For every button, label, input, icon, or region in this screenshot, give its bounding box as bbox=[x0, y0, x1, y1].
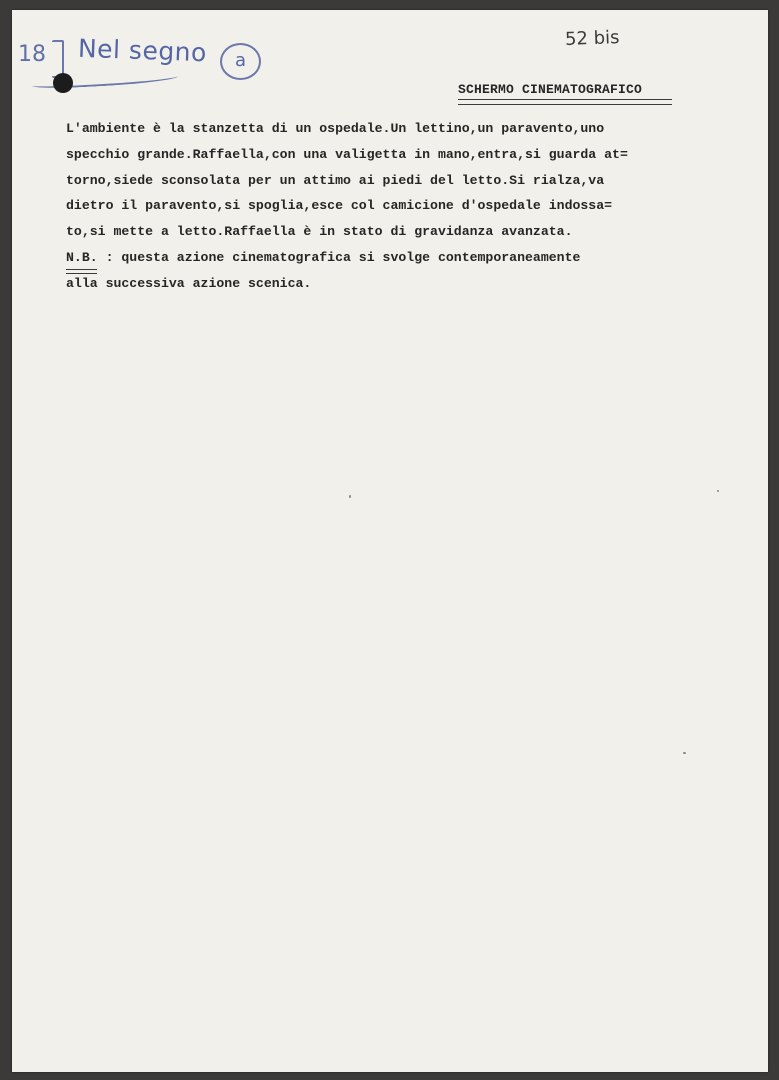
scan-speck bbox=[683, 752, 686, 754]
text-line: to,si mette a letto.Raffaella è in stato di gravidanza avanzata. bbox=[66, 224, 573, 240]
nb-text: : questa azione cinematografica si svolge contemporaneamente bbox=[97, 249, 581, 265]
nb-label: N.B. bbox=[66, 245, 98, 271]
document-page bbox=[12, 10, 768, 1072]
circled-letter: a bbox=[234, 50, 247, 71]
text-line: specchio grande.Raffaella,con una valigetta in mano,entra,si guarda at= bbox=[66, 146, 628, 162]
punch-hole bbox=[53, 73, 73, 93]
handwritten-note: Nel segno bbox=[77, 33, 208, 68]
text-line: dietro il paravento,si spoglia,esce col camicione d'ospedale indossa= bbox=[66, 198, 613, 214]
nb-line bbox=[66, 245, 756, 271]
scan-speck bbox=[349, 495, 351, 498]
text-line: L'ambiente è la stanzetta di un ospedale.Un lettino,un paravento,uno bbox=[66, 121, 605, 136]
folio-number: 18 bbox=[18, 42, 46, 67]
section-heading: SCHERMO CINEMATOGRAFICO bbox=[458, 82, 643, 97]
circled-mark bbox=[220, 43, 261, 80]
scan-speck bbox=[717, 490, 719, 492]
page-number: 52 bis bbox=[564, 27, 620, 50]
text-line: alla successiva azione scenica. bbox=[66, 275, 312, 291]
heading-double-underline bbox=[458, 99, 672, 105]
stage-direction-text bbox=[66, 116, 756, 297]
text-line: torno,siede sconsolata per un attimo ai piedi del letto.Si rialza,va bbox=[66, 172, 605, 188]
